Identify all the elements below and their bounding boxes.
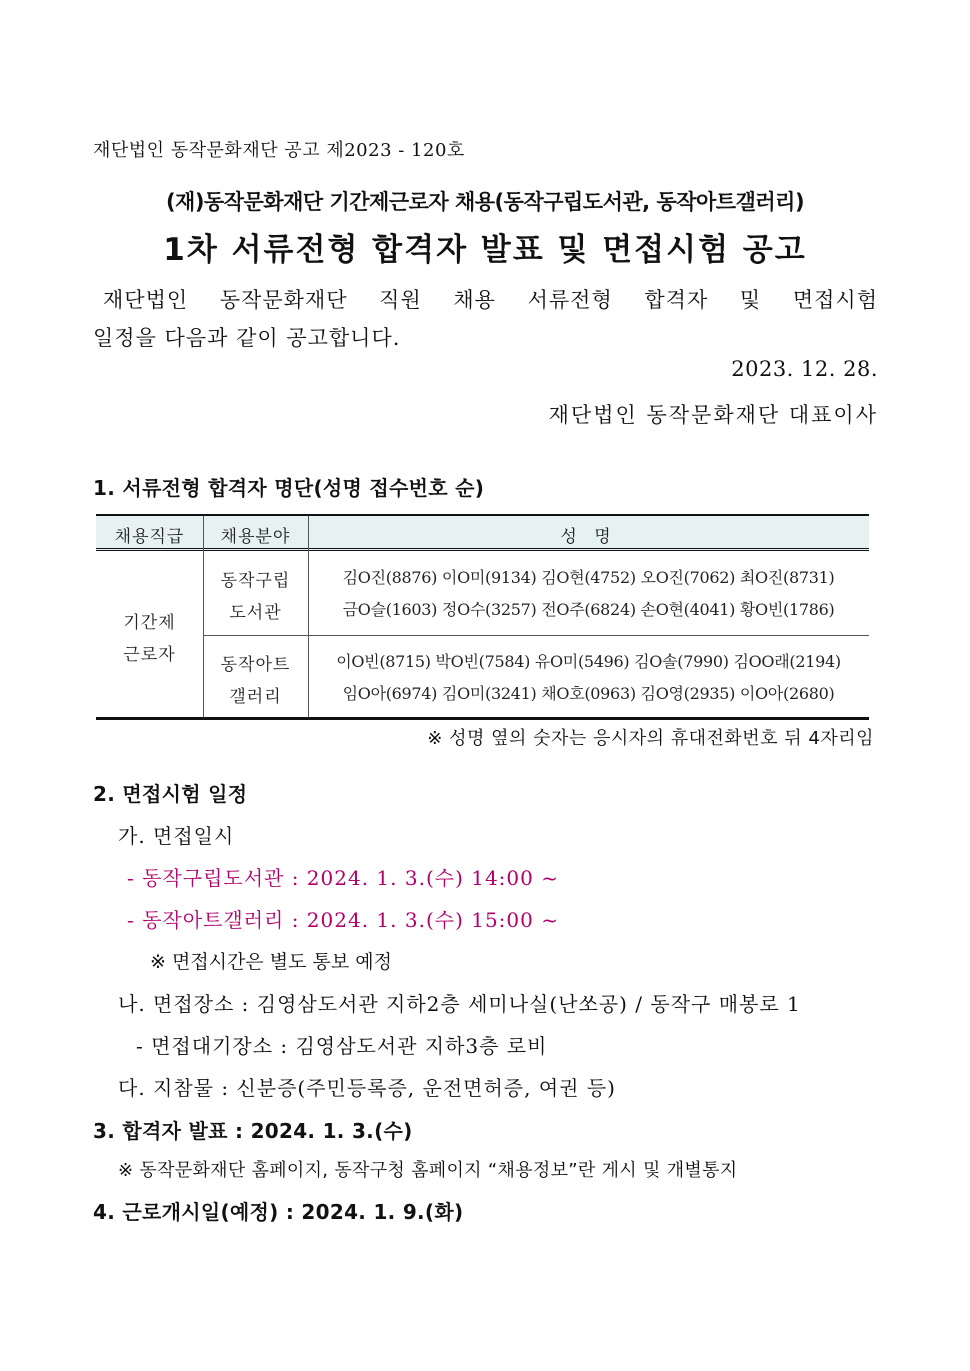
interview-library-time: - 동작구립도서관 : 2024. 1. 3.(수) 14:00 ~ (127, 866, 559, 890)
table-bottom-border (96, 717, 869, 720)
notice-date: 2023. 12. 28. (731, 357, 878, 381)
intro-line-1: 재단법인 동작문화재단 직원 채용 서류전형 합격자 및 면접시험 (103, 288, 878, 312)
waiting-location: - 면접대기장소 : 김영삼도서관 지하3층 로비 (136, 1034, 548, 1058)
grade-line-1: 기간제 (123, 613, 176, 633)
field-library-line-2: 도서관 (229, 603, 282, 623)
names-library-line-1: 김O진(8876) 이O미(9134) 김O현(4752) 오O진(7062) 최O진(8731) (342, 568, 835, 587)
section-3-heading: 3. 합격자 발표 : 2024. 1. 3.(수) (93, 1119, 413, 1143)
names-gallery-line-2: 임O아(6974) 김O미(3241) 채O호(0963) 김O영(2935) 이O아(2680) (342, 684, 835, 703)
document-subtitle: (재)동작문화재단 기간제근로자 채용(동작구립도서관, 동작아트갤러리) (165, 190, 805, 214)
intro-paragraph (93, 281, 878, 357)
field-gallery-line-1: 동작아트 (220, 655, 291, 675)
announcement-note: ※ 동작문화재단 홈페이지, 동작구청 홈페이지 “채용정보”란 게시 및 개별통지 (118, 1160, 738, 1181)
header-grade: 채용직급 (114, 527, 185, 547)
interview-gallery-time: - 동작아트갤러리 : 2024. 1. 3.(수) 15:00 ~ (127, 908, 559, 932)
notice-number: 재단법인 동작문화재단 공고 제2023 - 120호 (93, 140, 465, 161)
section-1-heading: 1. 서류전형 합격자 명단(성명 접수번호 순) (93, 476, 485, 500)
section-4-heading: 4. 근로개시일(예정) : 2024. 1. 9.(화) (93, 1200, 464, 1224)
header-field: 채용분야 (220, 527, 291, 547)
signer: 재단법인 동작문화재단 대표이사 (548, 403, 878, 427)
document-title: 1차 서류전형 합격자 발표 및 면접시험 공고 (163, 232, 807, 268)
required-items: 다. 지참물 : 신분증(주민등록증, 운전면허증, 여권 등) (118, 1076, 616, 1100)
interview-datetime-label: 가. 면접일시 (118, 824, 235, 848)
interview-location: 나. 면접장소 : 김영삼도서관 지하2층 세미나실(난쏘공) / 동작구 매봉로 1 (118, 992, 801, 1016)
interview-time-note: ※ 면접시간은 별도 통보 예정 (150, 951, 392, 973)
intro-line-2: 일정을 다음과 같이 공고합니다. (93, 326, 401, 350)
header-name: 성 명 (560, 527, 617, 547)
applicants-table (96, 514, 869, 720)
table-row-divider (203, 635, 869, 636)
grade-line-2: 근로자 (123, 645, 176, 665)
field-library-line-1: 동작구립 (220, 571, 291, 591)
field-gallery-line-2: 갤러리 (229, 687, 282, 707)
table-footnote: ※ 성명 옆의 숫자는 응시자의 휴대전화번호 뒤 4자리임 (427, 728, 874, 749)
names-library-line-2: 금O슬(1603) 정O수(3257) 전O주(6824) 손O현(4041) 황O빈(1786) (342, 600, 835, 619)
names-gallery-line-1: 이O빈(8715) 박O빈(7584) 유O미(5496) 김O솔(7990) 김OO래(2194) (336, 652, 841, 671)
section-2-heading: 2. 면접시험 일정 (93, 782, 248, 806)
names-library (308, 562, 869, 626)
names-gallery (308, 646, 869, 710)
